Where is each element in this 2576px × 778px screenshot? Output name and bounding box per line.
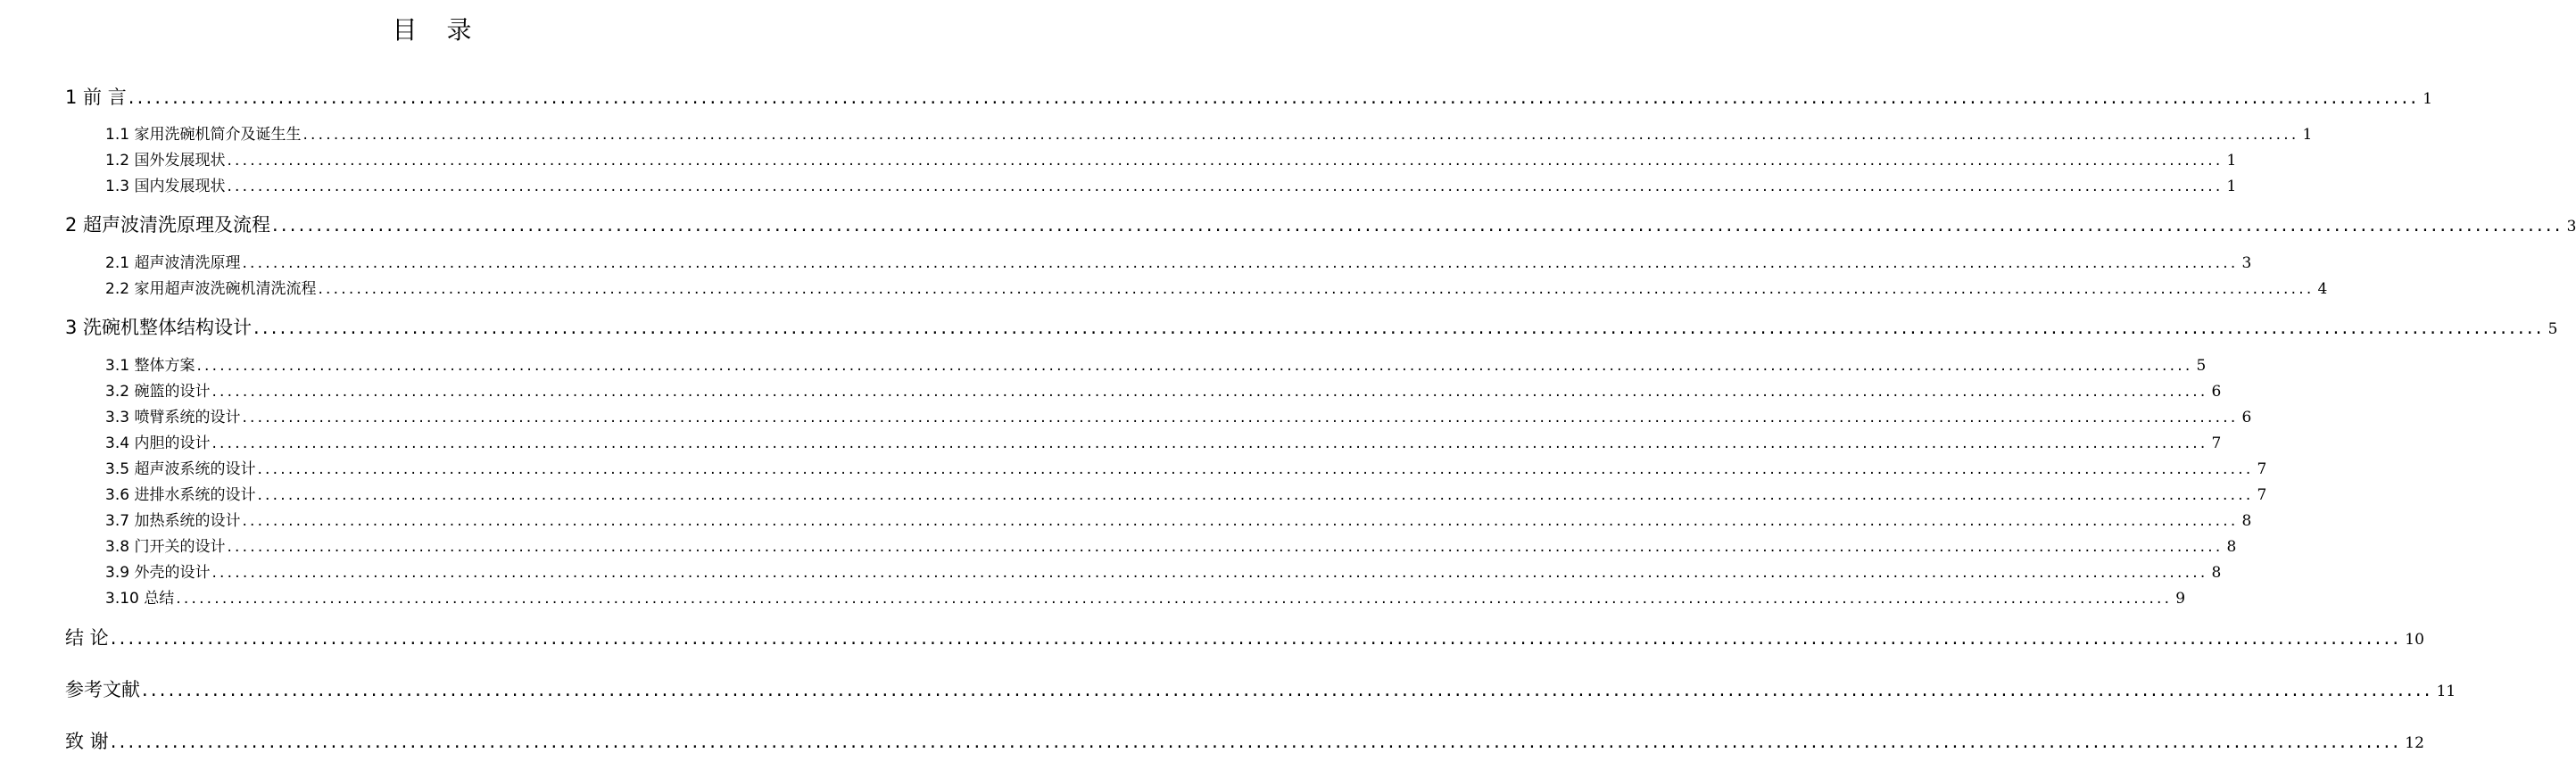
toc-entry-page: 8 [2241, 512, 2252, 530]
toc-entry-label: 3.6 进排水系统的设计 [105, 486, 256, 504]
toc-entry-1-2[interactable] [105, 149, 2237, 172]
toc-entry-chapter-3[interactable] [65, 314, 2558, 341]
toc-entry-3-1[interactable] [105, 354, 2207, 377]
toc-entry-preface[interactable] [65, 84, 2433, 111]
toc-entry-label: 3.3 喷臂系统的设计 [105, 409, 241, 426]
dot-leader: .................................................................................................................................................................................................................................................................... [318, 280, 2315, 298]
dot-leader: .................................................................................................................................................................................................................................................................... [211, 435, 2208, 452]
toc-entry-label: 1.3 国内发展现状 [105, 178, 226, 195]
toc-entry-3-8[interactable] [105, 535, 2237, 559]
toc-entry-1-1[interactable] [105, 123, 2313, 146]
toc-entry-chapter-2[interactable] [65, 211, 2576, 238]
toc-entry-page: 3 [2566, 218, 2576, 236]
toc-entry-2-1[interactable] [105, 252, 2252, 275]
toc-entry-label: 3.8 门开关的设计 [105, 538, 226, 556]
page-title: 目 录 [392, 15, 483, 45]
toc-entry-label: 2 超声波清洗原理及流程 [65, 214, 271, 236]
toc-entry-label: 1.1 家用洗碗机简介及诞生生 [105, 126, 302, 144]
dot-leader: .................................................................................................................................................................................................................................................................... [176, 590, 2173, 608]
toc-entry-2-2[interactable] [105, 277, 2328, 301]
toc-entry-label: 3.9 外壳的设计 [105, 564, 211, 582]
toc-entry-page: 11 [2436, 683, 2456, 700]
toc-entry-3-3[interactable] [105, 406, 2252, 429]
toc-entry-label: 结 论 [65, 627, 109, 649]
toc-entry-page: 1 [2423, 90, 2433, 108]
toc-entry-3-6[interactable] [105, 484, 2267, 507]
toc-entry-label: 3.1 整体方案 [105, 357, 195, 375]
toc-entry-label: 3.5 超声波系统的设计 [105, 460, 256, 478]
dot-leader: .................................................................................................................................................................................................................................................................... [211, 564, 2208, 582]
dot-leader: .................................................................................................................................................................................................................................................................... [272, 214, 2564, 236]
dot-leader: .................................................................................................................................................................................................................................................................... [227, 152, 2224, 170]
toc-entry-page: 1 [2226, 152, 2237, 170]
toc-entry-page: 7 [2257, 486, 2267, 504]
dot-leader: .................................................................................................................................................................................................................................................................... [142, 679, 2433, 700]
dot-leader: .................................................................................................................................................................................................................................................................... [253, 317, 2545, 338]
dot-leader: .................................................................................................................................................................................................................................................................... [242, 409, 2239, 426]
dot-leader: .................................................................................................................................................................................................................................................................... [257, 460, 2254, 478]
toc-entry-3-10[interactable] [105, 587, 2186, 610]
dot-leader: .................................................................................................................................................................................................................................................................... [128, 87, 2420, 108]
toc-entry-page: 4 [2317, 280, 2328, 298]
toc-entry-conclusion[interactable] [65, 625, 2424, 651]
toc-entry-page: 3 [2241, 254, 2252, 272]
toc-entry-page: 10 [2405, 631, 2424, 649]
toc-entry-3-9[interactable] [105, 561, 2222, 584]
toc-entry-page: 1 [2226, 178, 2237, 195]
toc-entry-acknowledgements[interactable] [65, 728, 2424, 755]
toc-entry-label: 1.2 国外发展现状 [105, 152, 226, 170]
toc-entry-3-7[interactable] [105, 509, 2252, 533]
toc-entry-label: 参考文献 [65, 679, 140, 700]
dot-leader: .................................................................................................................................................................................................................................................................... [211, 383, 2208, 401]
toc-entry-page: 6 [2211, 383, 2222, 401]
toc-entry-label: 3.10 总结 [105, 590, 175, 608]
toc-entry-label: 3.2 碗篮的设计 [105, 383, 211, 401]
toc-entry-3-5[interactable] [105, 458, 2267, 481]
dot-leader: .................................................................................................................................................................................................................................................................... [257, 486, 2254, 504]
dot-leader: .................................................................................................................................................................................................................................................................... [227, 178, 2224, 195]
toc-entry-label: 致 谢 [65, 731, 109, 752]
toc-entry-page: 6 [2241, 409, 2252, 426]
toc-entry-label: 2.1 超声波清洗原理 [105, 254, 241, 272]
toc-entry-1-3[interactable] [105, 175, 2237, 198]
dot-leader: .................................................................................................................................................................................................................................................................... [242, 512, 2239, 530]
dot-leader: .................................................................................................................................................................................................................................................................... [110, 627, 2402, 649]
toc-entry-label: 3.4 内胆的设计 [105, 435, 211, 452]
toc-entry-3-4[interactable] [105, 432, 2222, 455]
toc-entry-references[interactable] [65, 676, 2456, 703]
toc-entry-page: 8 [2211, 564, 2222, 582]
dot-leader: .................................................................................................................................................................................................................................................................... [110, 731, 2402, 752]
toc-entry-page: 8 [2226, 538, 2237, 556]
toc-entry-page: 7 [2257, 460, 2267, 478]
toc-entry-page: 1 [2302, 126, 2313, 144]
toc-entry-3-2[interactable] [105, 380, 2222, 403]
dot-leader: .................................................................................................................................................................................................................................................................... [242, 254, 2239, 272]
toc-entry-page: 5 [2547, 320, 2558, 338]
dot-leader: .................................................................................................................................................................................................................................................................... [302, 126, 2299, 144]
dot-leader: .................................................................................................................................................................................................................................................................... [196, 357, 2193, 375]
toc-entry-label: 2.2 家用超声波洗碗机清洗流程 [105, 280, 317, 298]
dot-leader: .................................................................................................................................................................................................................................................................... [227, 538, 2224, 556]
toc-entry-label: 3.7 加热系统的设计 [105, 512, 241, 530]
toc-entry-page: 9 [2175, 590, 2186, 608]
toc-entry-page: 7 [2211, 435, 2222, 452]
toc-entry-page: 12 [2405, 734, 2424, 752]
toc-entry-label: 1 前 言 [65, 87, 127, 108]
toc-entry-page: 5 [2196, 357, 2207, 375]
toc-entry-label: 3 洗碗机整体结构设计 [65, 317, 253, 338]
